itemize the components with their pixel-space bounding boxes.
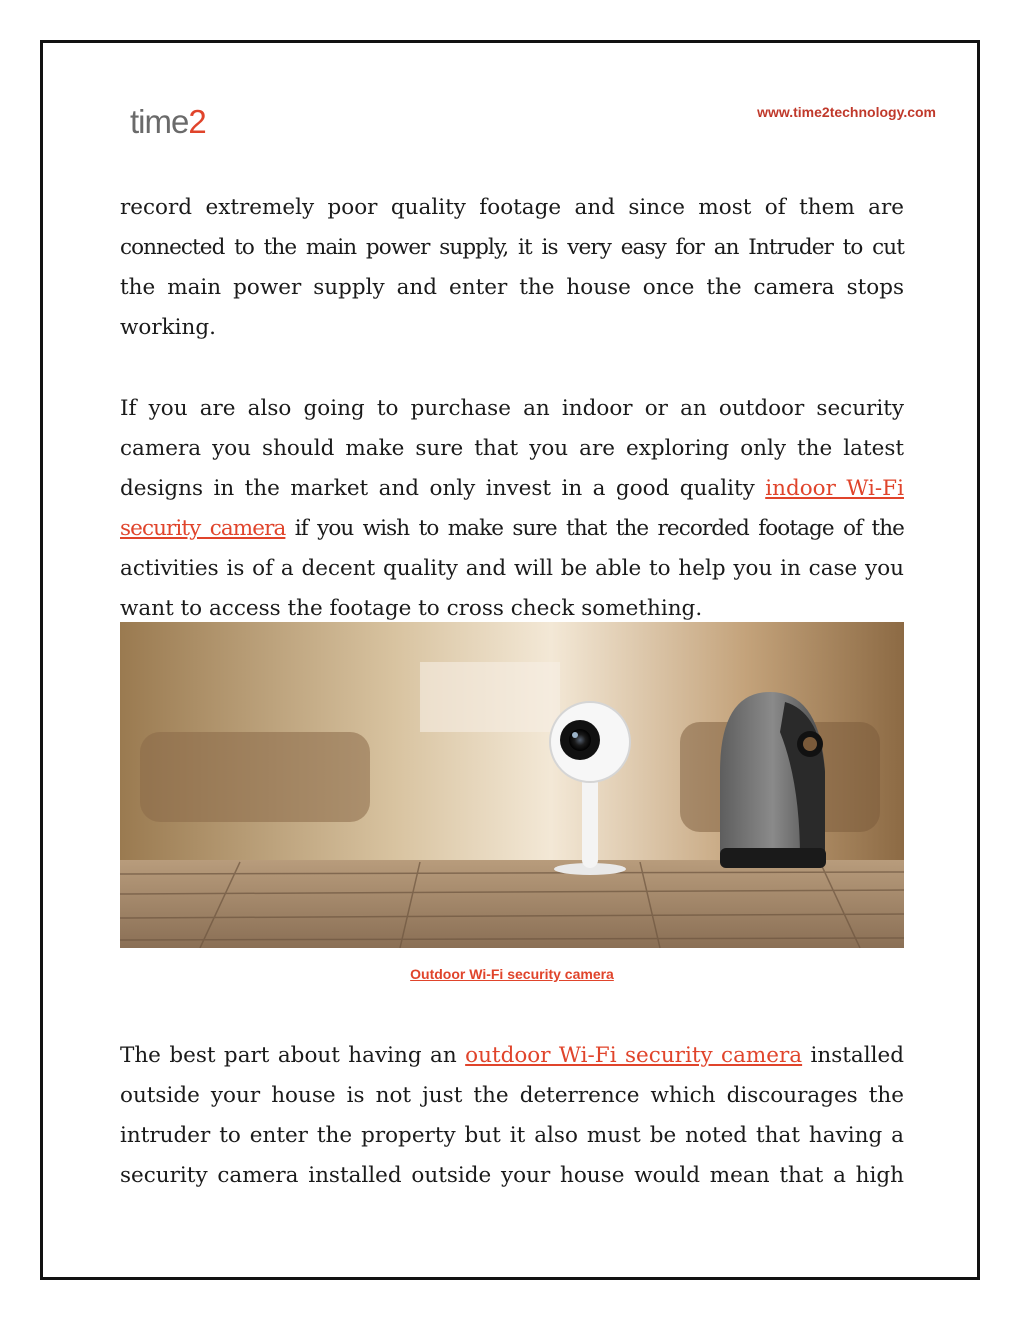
image-caption[interactable]: Outdoor Wi-Fi security camera bbox=[410, 966, 614, 982]
paragraph-line bbox=[120, 469, 904, 509]
camera-photo bbox=[120, 622, 904, 948]
paragraph-text: if you wish to make sure that the recorded footage of the bbox=[285, 516, 904, 541]
security-camera-link[interactable]: security camera bbox=[120, 516, 286, 541]
paragraph-line bbox=[120, 1036, 904, 1076]
paragraph-line: the main power supply and enter the house once the camera stops bbox=[120, 275, 904, 300]
paragraph-text: installed bbox=[802, 1043, 904, 1068]
logo-number: 2 bbox=[188, 103, 206, 140]
website-url[interactable]: www.time2technology.com bbox=[757, 104, 936, 120]
paragraph-line: If you are also going to purchase an indoor or an outdoor security bbox=[120, 396, 904, 421]
paragraph-line: security camera installed outside your house would mean that a high bbox=[120, 1163, 904, 1188]
paragraph-text: The best part about having an bbox=[120, 1043, 466, 1068]
paragraph-line: connected to the main power supply, it is very easy for an Intruder to cut bbox=[120, 235, 904, 260]
outdoor-camera-link[interactable]: outdoor Wi-Fi security camera bbox=[465, 1043, 803, 1068]
paragraph-line: outside your house is not just the deterrence which discourages the bbox=[120, 1083, 904, 1108]
paragraph-line: intruder to enter the property but it also must be noted that having a bbox=[120, 1123, 904, 1148]
paragraph-line bbox=[120, 509, 904, 549]
paragraph-line: working. bbox=[120, 315, 216, 340]
paragraph-text: designs in the market and only invest in a good quality bbox=[120, 476, 766, 501]
indoor-camera-link[interactable]: indoor Wi-Fi bbox=[765, 476, 904, 501]
paragraph-line: record extremely poor quality footage and since most of them are bbox=[120, 195, 904, 220]
paragraph-line: want to access the footage to cross check something. bbox=[120, 596, 703, 621]
logo-text: time bbox=[130, 103, 189, 140]
paragraph-line: activities is of a decent quality and will be able to help you in case you bbox=[120, 556, 904, 581]
paragraph-line: camera you should make sure that you are exploring only the latest bbox=[120, 436, 904, 461]
brand-logo[interactable] bbox=[130, 102, 206, 142]
